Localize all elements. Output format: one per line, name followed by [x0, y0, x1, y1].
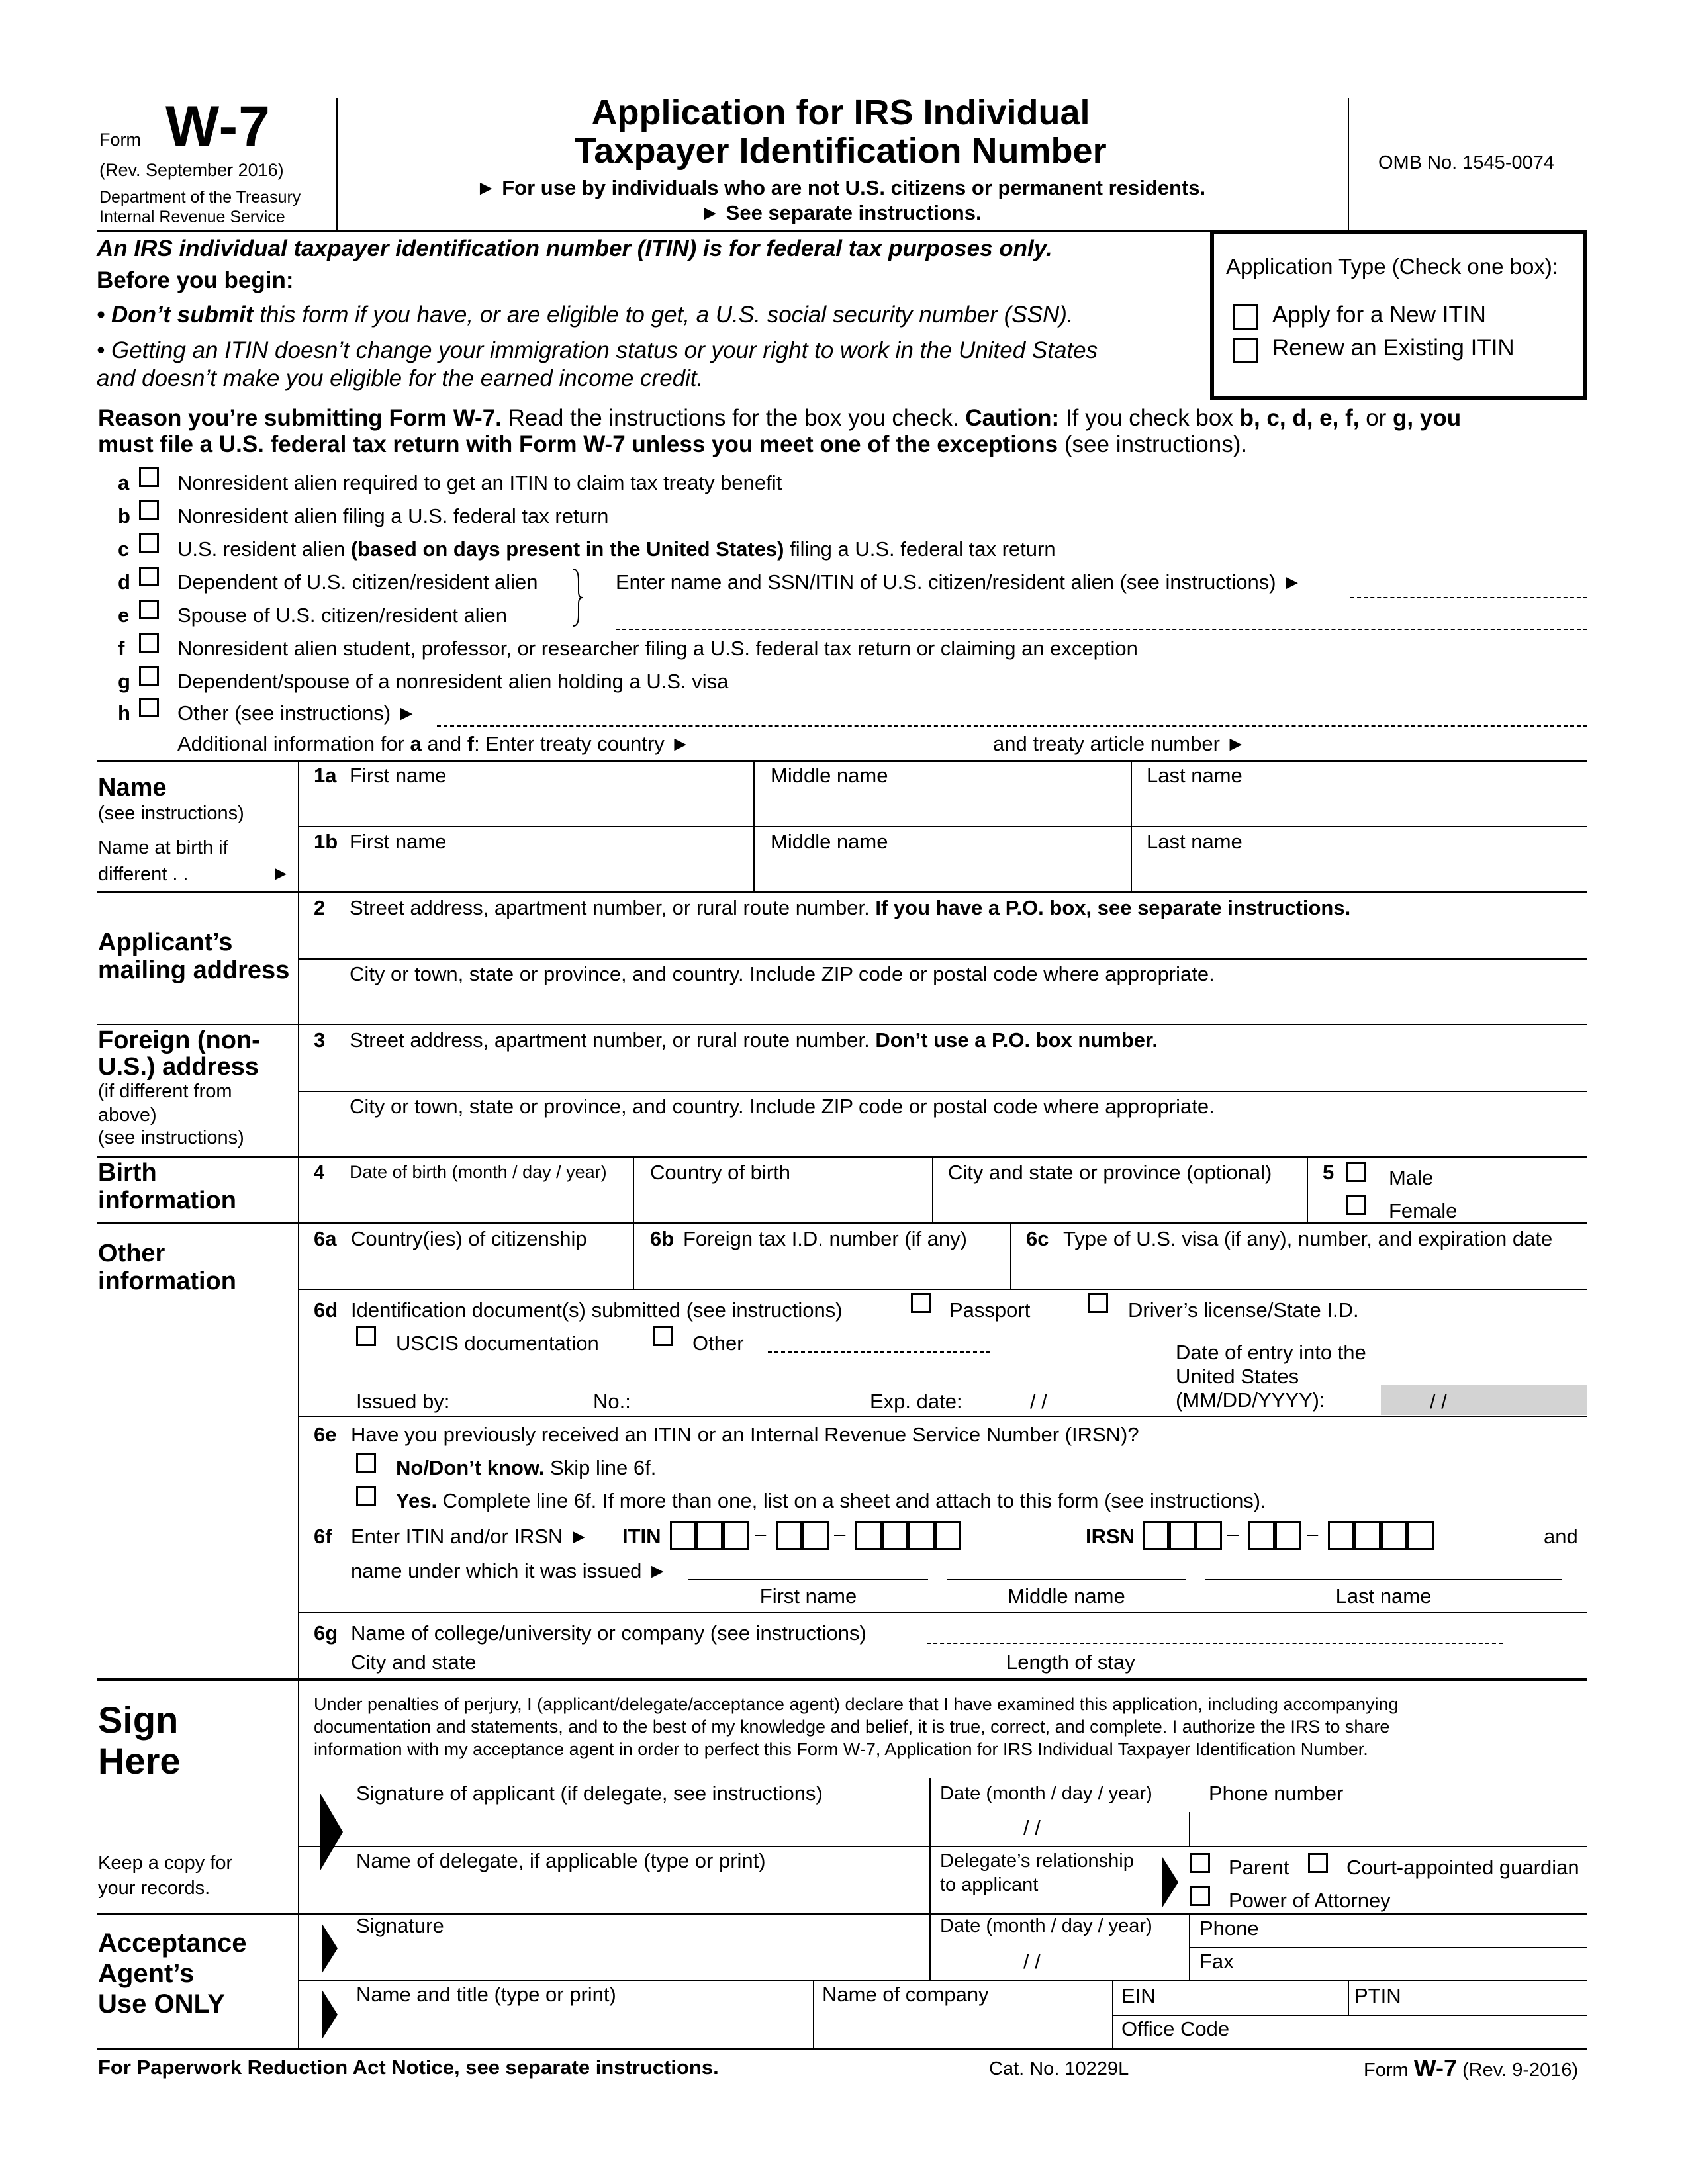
applicant-signature-label: Signature of applicant (if delegate, see instructions) — [356, 1782, 823, 1805]
perjury-statement-2: documentation and statements, and to the best of my knowledge and belief, it is true, correct, and complete. I authorize the IRS to share — [314, 1717, 1390, 1737]
sign-arrow-icon — [320, 1794, 343, 1870]
apply-new-itin-checkbox[interactable] — [1233, 304, 1258, 330]
intro-bullet-1: • Don’t submit this form if you have, or are eligible to get, a U.S. social security number (SSN). — [97, 302, 1074, 328]
itin-digit-box[interactable] — [935, 1521, 961, 1550]
male-checkbox[interactable] — [1346, 1162, 1366, 1182]
college-label: Name of college/university or company (see instructions) — [351, 1621, 867, 1645]
line-6g-number: 6g — [314, 1621, 338, 1645]
issued-last-name-field[interactable] — [1205, 1579, 1562, 1580]
birth-section-title: Birth — [98, 1159, 157, 1187]
itin-digit-box[interactable] — [855, 1521, 882, 1550]
irsn-digit-box[interactable] — [1143, 1521, 1169, 1550]
delegate-relationship-label: Delegate’s relationship — [940, 1850, 1134, 1872]
perjury-statement-1: Under penalties of perjury, I (applicant/delegate/acceptance agent) declare that I have examined this application, including accompanying — [314, 1694, 1399, 1714]
itin-digit-box[interactable] — [908, 1521, 935, 1550]
prior-itin-yes-label: Yes. Complete line 6f. If more than one, list on a sheet and attach to this form (see instructions). — [396, 1489, 1266, 1512]
footer-form-id: Form W-7 (Rev. 9-2016) — [1364, 2054, 1579, 2081]
name-section-title: Name — [98, 774, 167, 801]
itin-digit-box[interactable] — [723, 1521, 749, 1550]
line-5-number: 5 — [1323, 1161, 1335, 1184]
other-doc-checkbox[interactable] — [653, 1326, 673, 1346]
birth-city-label: City and state or province (optional) — [948, 1161, 1272, 1184]
irsn-digit-box[interactable] — [1169, 1521, 1196, 1550]
reason-heading: Reason you’re submitting Form W-7. Read the instructions for the box you check. Caution: If you check box b, c, d, e, f, or g, you — [98, 405, 1462, 431]
agent-section-title: Acceptance — [98, 1929, 247, 1958]
keep-copy-label: Keep a copy for — [98, 1852, 233, 1874]
agent-ptin-label: PTIN — [1354, 1984, 1401, 2007]
uscis-checkbox[interactable] — [356, 1326, 376, 1346]
itin-digit-box[interactable] — [670, 1521, 696, 1550]
reason-letter-d: d — [118, 570, 130, 594]
issued-by-label: Issued by: — [356, 1390, 450, 1413]
entry-date-label-1: Date of entry into the — [1176, 1341, 1366, 1364]
parent-checkbox[interactable] — [1190, 1853, 1210, 1873]
name-at-birth-arrow-icon: ► — [271, 863, 291, 884]
reason-d-label: Dependent of U.S. citizen/resident alien — [177, 570, 538, 594]
irsn-label: IRSN — [1086, 1525, 1135, 1548]
line-1a-last-label: Last name — [1147, 764, 1243, 787]
reason-de-field-2[interactable] — [616, 629, 1587, 630]
phone-number-label: Phone number — [1209, 1782, 1344, 1805]
birth-section-title-2: information — [98, 1187, 236, 1214]
issued-middle-name-field[interactable] — [947, 1579, 1186, 1580]
agent-date-slashes: / / — [1023, 1950, 1041, 1973]
foreign-section-sub-2: above) — [98, 1105, 157, 1126]
power-of-attorney-label: Power of Attorney — [1229, 1889, 1391, 1912]
other-doc-field[interactable] — [768, 1351, 990, 1353]
reason-f-label: Nonresident alien student, professor, or researcher filing a U.S. federal tax return or claiming an exception — [177, 637, 1138, 660]
doc-number-label: No.: — [593, 1390, 631, 1413]
foreign-section-title: Foreign (non- — [98, 1026, 260, 1054]
drivers-license-label: Driver’s license/State I.D. — [1128, 1298, 1359, 1322]
line-1b-first-label: First name — [350, 830, 447, 853]
omb-number: OMB No. 1545-0074 — [1378, 152, 1554, 173]
agent-phone-label: Phone — [1199, 1917, 1259, 1940]
guardian-label: Court-appointed guardian — [1346, 1856, 1579, 1879]
female-checkbox[interactable] — [1346, 1195, 1366, 1215]
form-revision: (Rev. September 2016) — [99, 160, 284, 180]
length-of-stay-label: Length of stay — [1006, 1651, 1135, 1674]
line-6d-number: 6d — [314, 1298, 338, 1322]
reason-c-checkbox[interactable] — [139, 533, 159, 553]
name-at-birth-label: Name at birth if — [98, 837, 228, 858]
itin-digit-box[interactable] — [802, 1521, 829, 1550]
line-6a-number: 6a — [314, 1227, 337, 1250]
power-of-attorney-checkbox[interactable] — [1190, 1886, 1210, 1906]
irsn-digit-box[interactable] — [1275, 1521, 1301, 1550]
enter-itin-label: Enter ITIN and/or IRSN ► — [351, 1525, 589, 1548]
name-at-birth-label-2: different . . — [98, 864, 189, 885]
agent-name-title-label: Name and title (type or print) — [356, 1983, 616, 2006]
reason-letter-c: c — [118, 537, 130, 561]
line-6e-number: 6e — [314, 1423, 337, 1446]
agent-date-label: Date (month / day / year) — [940, 1915, 1152, 1936]
passport-label: Passport — [949, 1298, 1031, 1322]
exp-date-label: Exp. date: — [870, 1390, 962, 1413]
sign-here-title: Sign — [98, 1699, 179, 1741]
prior-itin-yes-checkbox[interactable] — [356, 1486, 376, 1506]
reason-de-enter-label: Enter name and SSN/ITIN of U.S. citizen/resident alien (see instructions) ► — [616, 570, 1302, 594]
line-2-number: 2 — [314, 896, 326, 919]
foreign-section-sub-1: (if different from — [98, 1081, 232, 1102]
irsn-digit-box[interactable] — [1328, 1521, 1354, 1550]
application-type-box — [1210, 230, 1587, 400]
applicant-date-slashes: / / — [1023, 1816, 1041, 1839]
passport-checkbox[interactable] — [911, 1293, 931, 1313]
country-of-birth-label: Country of birth — [650, 1161, 790, 1184]
entry-date-field[interactable] — [1381, 1385, 1587, 1415]
reason-b-checkbox[interactable] — [139, 500, 159, 520]
irsn-digit-box[interactable] — [1381, 1521, 1407, 1550]
agent-signature-label: Signature — [356, 1914, 444, 1937]
reason-h-other-field[interactable] — [437, 725, 1587, 727]
and-label: and — [1544, 1525, 1578, 1548]
college-field[interactable] — [927, 1643, 1503, 1644]
itin-label: ITIN — [622, 1525, 661, 1548]
reason-e-checkbox[interactable] — [139, 600, 159, 619]
delegate-name-label: Name of delegate, if applicable (type or print) — [356, 1849, 766, 1872]
applicant-date-label: Date (month / day / year) — [940, 1783, 1152, 1804]
itin-purpose: An IRS individual taxpayer identification number (ITIN) is for federal tax purposes only. — [97, 236, 1053, 261]
form-title-line2: Taxpayer Identification Number — [575, 131, 1107, 171]
agent-ein-label: EIN — [1121, 1984, 1156, 2007]
prior-itin-no-label: No/Don’t know. Skip line 6f. — [396, 1456, 657, 1479]
uscis-label: USCIS documentation — [396, 1332, 599, 1355]
catalog-number: Cat. No. 10229L — [989, 2058, 1129, 2079]
issued-first-name-field[interactable] — [688, 1579, 928, 1580]
line-1b-last-label: Last name — [1147, 830, 1243, 853]
paperwork-notice: For Paperwork Reduction Act Notice, see separate instructions. — [98, 2056, 719, 2079]
reason-letter-a: a — [118, 471, 130, 494]
agent-office-code-label: Office Code — [1121, 2017, 1230, 2040]
other-section-title: Other — [98, 1240, 165, 1267]
reason-e-label: Spouse of U.S. citizen/resident alien — [177, 604, 507, 627]
line-1b-middle-label: Middle name — [771, 830, 888, 853]
reason-b-label: Nonresident alien filing a U.S. federal tax return — [177, 504, 609, 527]
reason-a-label: Nonresident alien required to get an ITIN to claim tax treaty benefit — [177, 471, 782, 494]
additional-info-label: Additional information for a and f: Enter treaty country ► — [177, 732, 691, 755]
itin-digit-box[interactable] — [776, 1521, 802, 1550]
irsn-digit-box[interactable] — [1248, 1521, 1275, 1550]
reason-letter-e: e — [118, 604, 130, 627]
foreign-section-sub-3: (see instructions) — [98, 1127, 244, 1148]
reason-letter-f: f — [118, 637, 125, 660]
agency: Internal Revenue Service — [99, 208, 285, 226]
brace-icon — [571, 568, 584, 627]
form-subtitle-1: ► For use by individuals who are not U.S. citizens or permanent residents. — [475, 176, 1206, 199]
male-label: Male — [1389, 1166, 1434, 1189]
mailing-section-title: Applicant’s — [98, 929, 233, 956]
itin-digit-box[interactable] — [882, 1521, 908, 1550]
irsn-digit-box[interactable] — [1354, 1521, 1381, 1550]
itin-digit-box[interactable] — [696, 1521, 723, 1550]
name-section-sub: (see instructions) — [98, 803, 244, 824]
itin-dash-1: – — [755, 1522, 767, 1545]
exp-date-slashes: / / — [1030, 1390, 1047, 1413]
application-type-title: Application Type (Check one box): — [1226, 254, 1559, 279]
line-1b-number: 1b — [314, 830, 338, 853]
relationship-arrow-icon — [1162, 1857, 1178, 1907]
reason-g-checkbox[interactable] — [139, 666, 159, 686]
treaty-article-label: and treaty article number ► — [993, 732, 1246, 755]
intro-bullet-2: • Getting an ITIN doesn’t change your immigration status or your right to work in the United States — [97, 338, 1098, 363]
female-label: Female — [1389, 1199, 1458, 1222]
reason-g-label: Dependent/spouse of a nonresident alien holding a U.S. visa — [177, 670, 729, 693]
name-issued-label: name under which it was issued ► — [351, 1559, 668, 1582]
foreign-city-label: City or town, state or province, and country. Include ZIP code or postal code where appropriate. — [350, 1095, 1215, 1118]
parent-label: Parent — [1229, 1856, 1289, 1879]
line-1a-first-label: First name — [350, 764, 447, 787]
mailing-section-title-2: mailing address — [98, 956, 290, 984]
reason-c-label: U.S. resident alien (based on days present in the United States) filing a U.S. federal tax return — [177, 537, 1056, 561]
before-you-begin: Before you begin: — [97, 267, 294, 293]
line-1a-number: 1a — [314, 764, 337, 787]
drivers-license-checkbox[interactable] — [1088, 1293, 1108, 1313]
agent-sign-arrow-icon — [322, 1923, 338, 1974]
id-documents-label: Identification document(s) submitted (see instructions) — [351, 1298, 843, 1322]
agent-section-title-2: Agent’s — [98, 1959, 195, 1988]
irsn-digit-box[interactable] — [1407, 1521, 1434, 1550]
irsn-dash-2: – — [1307, 1522, 1319, 1545]
entry-date-label-2: United States — [1176, 1365, 1299, 1388]
irsn-dash-1: – — [1227, 1522, 1239, 1545]
form-subtitle-2: ► See separate instructions. — [700, 201, 982, 224]
issued-first-name-label: First name — [759, 1584, 857, 1608]
other-section-title-2: information — [98, 1267, 236, 1295]
renew-itin-label: Renew an Existing ITIN — [1272, 335, 1515, 361]
foreign-street-label: Street address, apartment number, or rural route number. Don’t use a P.O. box number. — [350, 1028, 1158, 1052]
agent-section-title-3: Use ONLY — [98, 1989, 225, 2019]
form-title-line1: Application for IRS Individual — [591, 93, 1090, 132]
visa-label: Type of U.S. visa (if any), number, and expiration date — [1063, 1227, 1553, 1250]
foreign-tax-id-label: Foreign tax I.D. number (if any) — [683, 1227, 967, 1250]
apply-new-itin-label: Apply for a New ITIN — [1272, 302, 1486, 328]
form-number: W-7 — [165, 95, 271, 158]
delegate-relationship-label-2: to applicant — [940, 1874, 1039, 1895]
intro-bullet-2-cont: and doesn’t make you eligible for the earned income credit. — [97, 365, 704, 391]
other-doc-label: Other — [692, 1332, 744, 1355]
entry-date-slashes: / / — [1430, 1390, 1447, 1413]
mailing-city-label: City or town, state or province, and country. Include ZIP code or postal code where appropriate. — [350, 962, 1215, 985]
agent-name-arrow-icon — [322, 1989, 338, 2040]
form-word: Form — [99, 130, 141, 150]
line-6f-number: 6f — [314, 1525, 332, 1548]
guardian-checkbox[interactable] — [1308, 1853, 1328, 1873]
line-1a-middle-label: Middle name — [771, 764, 888, 787]
mailing-street-label: Street address, apartment number, or rural route number. If you have a P.O. box, see separate instructions. — [350, 896, 1351, 919]
keep-copy-label-2: your records. — [98, 1878, 211, 1899]
reason-letter-h: h — [118, 702, 130, 725]
citizenship-label: Country(ies) of citizenship — [351, 1227, 587, 1250]
line-4-number: 4 — [314, 1162, 325, 1183]
reason-d-checkbox[interactable] — [139, 567, 159, 586]
reason-a-checkbox[interactable] — [139, 467, 159, 487]
reason-f-checkbox[interactable] — [139, 633, 159, 653]
reason-letter-b: b — [118, 504, 130, 527]
reason-de-field-1[interactable] — [1350, 597, 1587, 598]
dob-label: Date of birth (month / day / year) — [350, 1162, 607, 1182]
line-6b-number: 6b — [650, 1227, 675, 1250]
reason-h-label: Other (see instructions) ► — [177, 702, 417, 725]
agent-company-label: Name of company — [822, 1983, 989, 2006]
city-state-label: City and state — [351, 1651, 477, 1674]
issued-middle-name-label: Middle name — [1008, 1584, 1125, 1608]
foreign-section-title-2: U.S.) address — [98, 1053, 259, 1081]
prior-itin-no-checkbox[interactable] — [356, 1453, 376, 1473]
prior-itin-label: Have you previously received an ITIN or an Internal Revenue Service Number (IRSN)? — [351, 1423, 1139, 1446]
department: Department of the Treasury — [99, 188, 301, 206]
sign-here-title-2: Here — [98, 1740, 181, 1782]
line-3-number: 3 — [314, 1028, 326, 1052]
reason-letter-g: g — [118, 670, 130, 693]
perjury-statement-3: information with my acceptance agent in order to perfect this Form W-7, Application for IRS Individual Taxpayer Identification Number. — [314, 1739, 1368, 1759]
reason-h-checkbox[interactable] — [139, 698, 159, 717]
reason-heading-cont: must file a U.S. federal tax return with Form W-7 unless you meet one of the exceptions (see instructions). — [98, 432, 1248, 457]
itin-dash-2: – — [834, 1522, 846, 1545]
line-6c-number: 6c — [1026, 1227, 1049, 1250]
renew-itin-checkbox[interactable] — [1233, 338, 1258, 363]
agent-fax-label: Fax — [1199, 1950, 1234, 1973]
issued-last-name-label: Last name — [1335, 1584, 1432, 1608]
irsn-digit-box[interactable] — [1196, 1521, 1222, 1550]
entry-date-label-3: (MM/DD/YYYY): — [1176, 1388, 1325, 1412]
